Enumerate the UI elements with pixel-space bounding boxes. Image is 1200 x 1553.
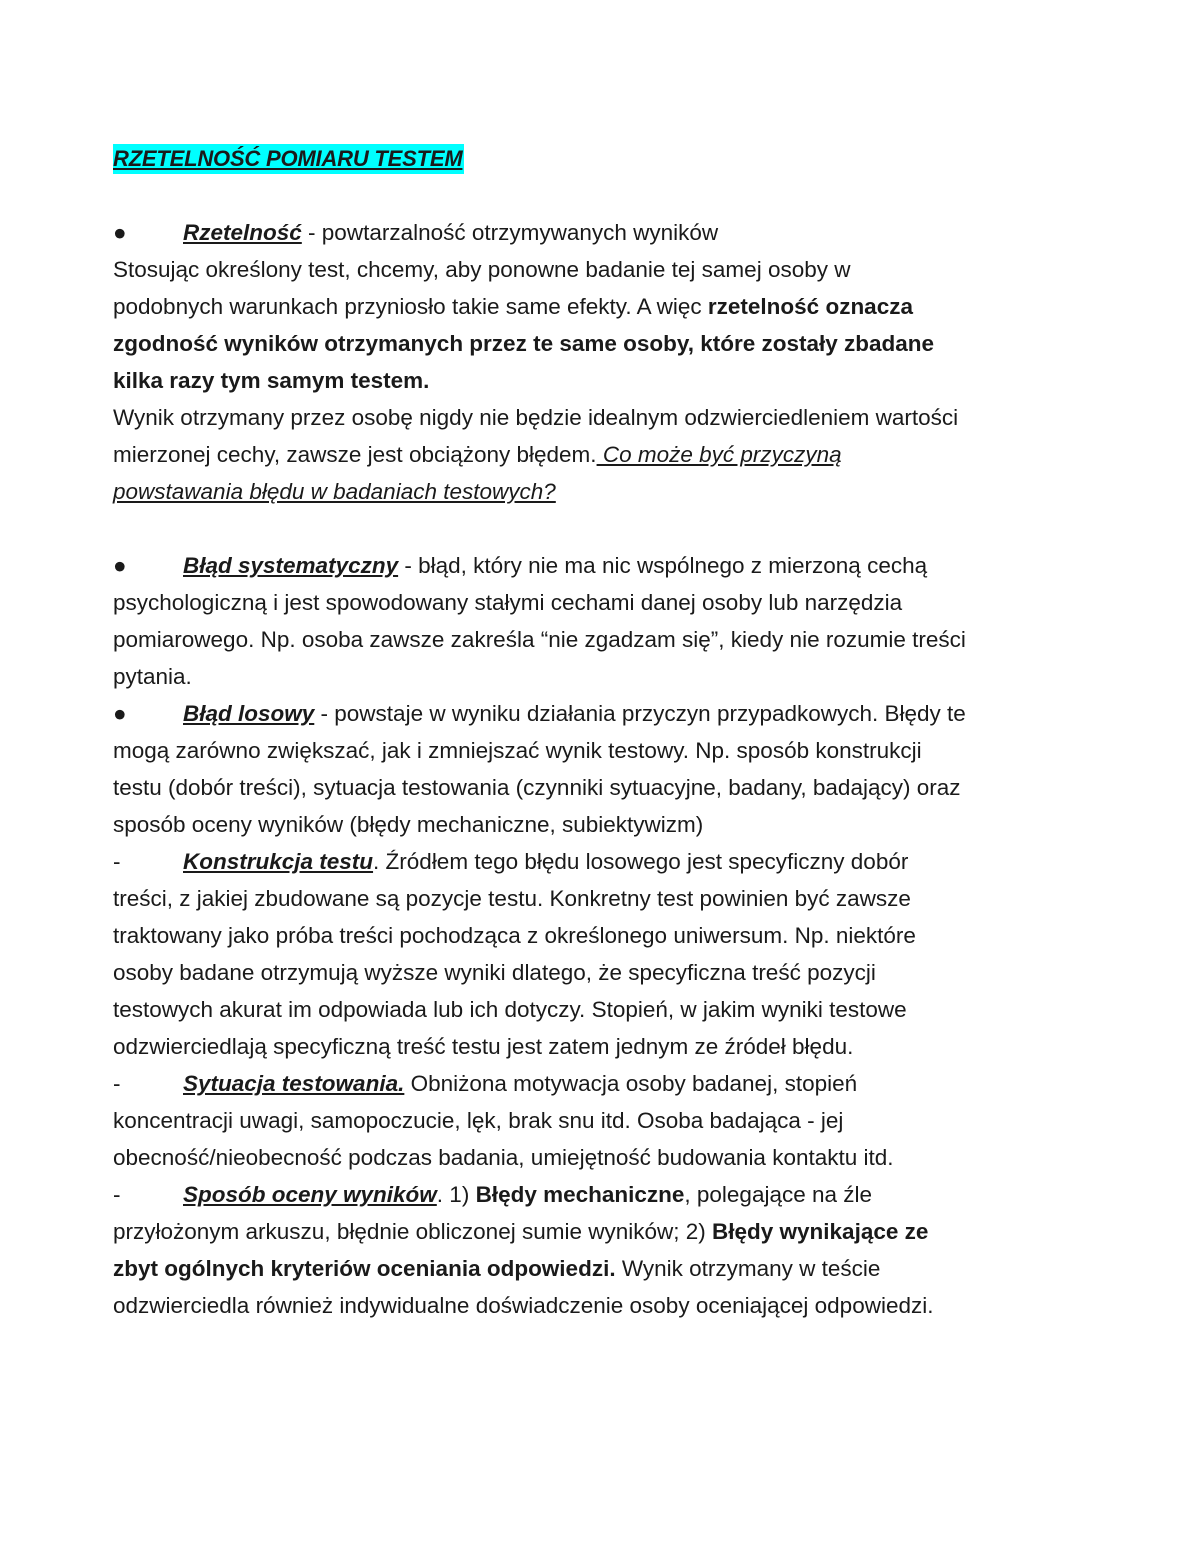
question-span: Co może być przyczyną [596,442,842,467]
text-line: pytania. [113,664,192,689]
bold-span: zbyt ogólnych kryteriów oceniania odpowiedzi. [113,1256,616,1281]
term-test-construction: Konstrukcja testu [183,849,374,874]
document-page [113,140,1088,1324]
text-span: podobnych warunkach przyniosło takie same efekty. A więc [113,294,708,319]
text-line: odzwierciedlają specyficzną treść testu jest zatem jednym ze źródeł błędu. [113,1034,854,1059]
text-span: Obniżona motywacja osoby badanej, stopień [404,1071,858,1096]
bullet-marker: ● [113,701,127,726]
text-line: koncentracji uwagi, samopoczucie, lęk, brak snu itd. Osoba badająca - jej [113,1108,844,1133]
text-line: pomiarowego. Np. osoba zawsze zakreśla “nie zgadzam się”, kiedy nie rozumie treści [113,627,966,652]
title-row [113,140,1088,177]
text-line: testu (dobór treści), sytuacja testowania (czynniki sytuacyjne, badany, badający) oraz [113,775,961,800]
term-scoring-method: Sposób oceny wyników [183,1182,437,1207]
test-situation-dash-line [113,1065,1088,1102]
dash-marker: - [113,849,121,874]
term-systematic-error: Błąd systematyczny [183,553,399,578]
text-line [113,1213,1088,1250]
text-span: przyłożonym arkuszu, błędnie obliczonej sumie wyników; 2) [113,1219,713,1244]
bold-span: Błędy mechaniczne [475,1182,685,1207]
text-span: mierzonej cechy, zawsze jest obciążony błędem. [113,442,597,467]
text-line: mogą zarówno zwiększać, jak i zmniejszać wynik testowy. Np. sposób konstrukcji [113,738,922,763]
term-reliability: Rzetelność [183,220,302,245]
question-line: powstawania błędu w badaniach testowych? [113,479,556,504]
text-line [113,436,1088,473]
bold-span: rzetelność oznacza [707,294,913,319]
random-error-bullet-line [113,695,1088,732]
text-span: , polegające na źle [684,1182,873,1207]
bullet-marker: ● [113,220,127,245]
bullet-marker: ● [113,553,127,578]
text-line: psychologiczną i jest spowodowany stałymi cechami danej osoby lub narzędzia [113,590,903,615]
text-line: obecność/nieobecność podczas badania, umiejętność budowania kontaktu itd. [113,1145,894,1170]
scoring-method-dash-line [113,1176,1088,1213]
text-line: sposób oceny wyników (błędy mechaniczne, subiektywizm) [113,812,704,837]
text-line: Wynik otrzymany przez osobę nigdy nie będzie idealnym odzwierciedleniem wartości [113,405,959,430]
reliability-definition: - powtarzalność otrzymywanych wyników [301,220,719,245]
bold-span: Błędy wynikające ze [712,1219,929,1244]
text-line: testowych akurat im odpowiada lub ich dotyczy. Stopień, w jakim wyniki testowe [113,997,907,1022]
term-test-situation: Sytuacja testowania. [183,1071,405,1096]
paragraph-gap [113,510,1088,547]
dash-marker: - [113,1071,121,1096]
text-line [113,1250,1088,1287]
systematic-error-bullet-line [113,547,1088,584]
text-line: odzwierciedla również indywidualne doświadczenie osoby oceniającej odpowiedzi. [113,1293,934,1318]
text-line: Stosując określony test, chcemy, aby ponowne badanie tej samej osoby w [113,257,851,282]
text-line: traktowany jako próba treści pochodząca z określonego uniwersum. Np. niektóre [113,923,916,948]
text-span: . Źródłem tego błędu losowego jest specyficzny dobór [373,849,909,874]
text-line: osoby badane otrzymują wyższe wyniki dlatego, że specyficzna treść pozycji [113,960,876,985]
text-span: Wynik otrzymany w teście [615,1256,881,1281]
dash-marker: - [113,1182,121,1207]
bold-line: kilka razy tym samym testem. [113,368,430,393]
text-span: - błąd, który nie ma nic wspólnego z mierzoną cechą [398,553,928,578]
term-random-error: Błąd losowy [183,701,315,726]
text-line [113,288,1088,325]
test-construction-dash-line [113,843,1088,880]
text-line: treści, z jakiej zbudowane są pozycje testu. Konkretny test powinien być zawsze [113,886,911,911]
document-title: RZETELNOŚĆ POMIARU TESTEM [113,144,464,174]
reliability-bullet-line [113,214,1088,251]
bold-line: zgodność wyników otrzymanych przez te same osoby, które zostały zbadane [113,331,935,356]
text-span: - powstaje w wyniku działania przyczyn przypadkowych. Błędy te [314,701,966,726]
text-span: . 1) [436,1182,476,1207]
